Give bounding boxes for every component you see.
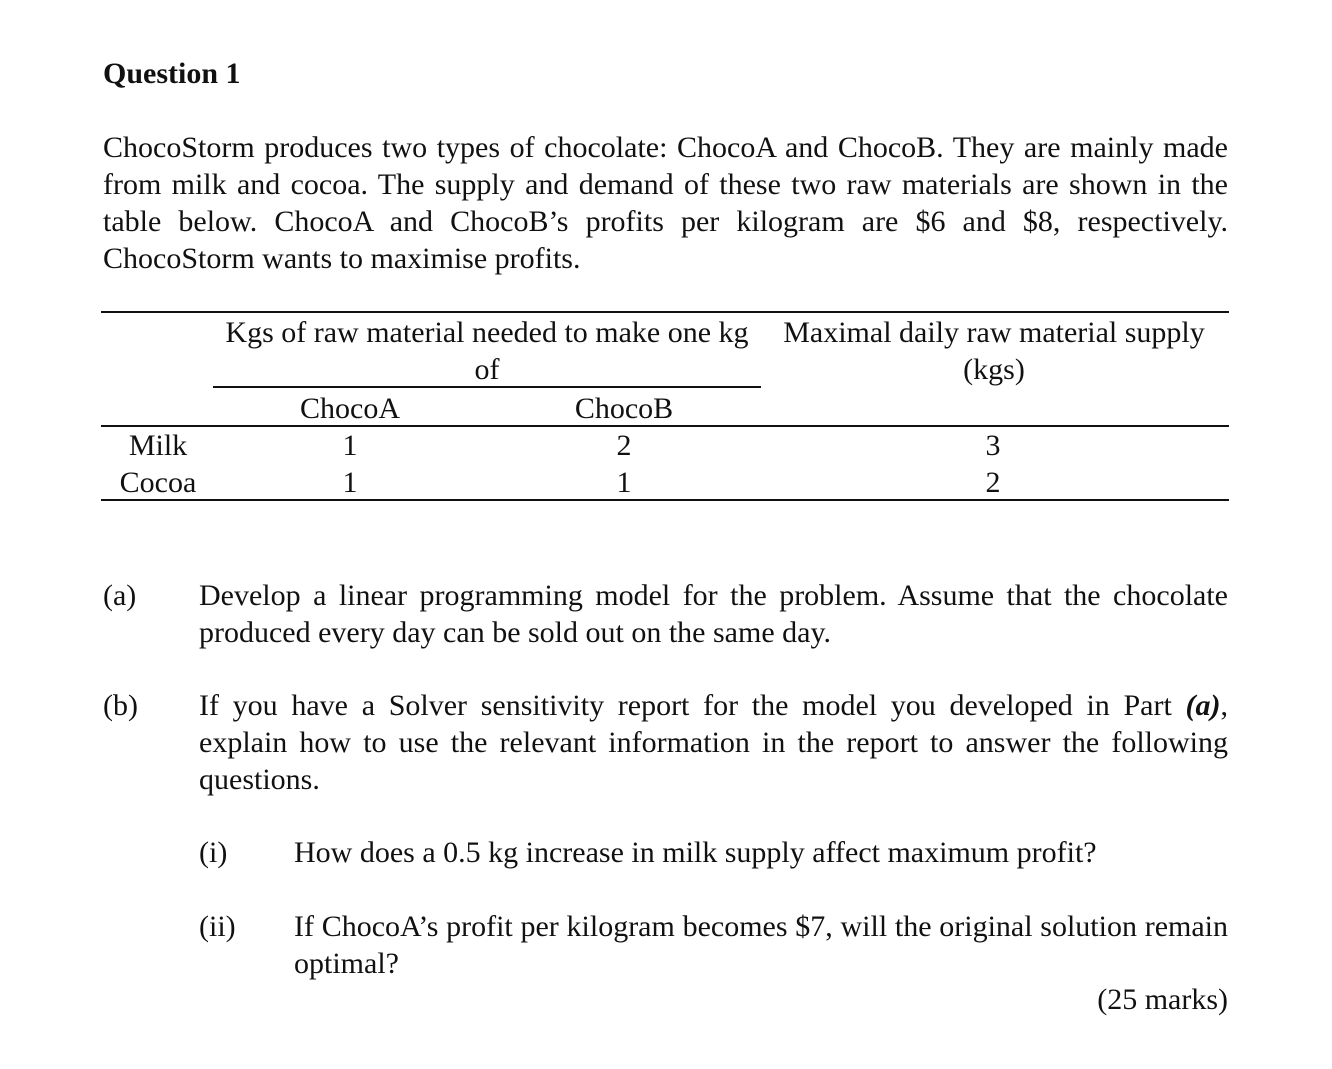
table-top-rule [101,311,1229,313]
part-b-text-after: , explain how to use the relevant information in the report to answer the following questions. [199,689,1228,796]
row-supply: 2 [985,466,1001,499]
table-bottom-rule [101,499,1229,501]
part-b-ii-text: If ChocoA’s profit per kilogram becomes $7, will the original solution remain optimal? [294,910,1228,980]
question-heading: Question 1 [103,57,241,90]
part-a-reference: (a) [1185,689,1221,722]
question-intro: ChocoStorm produces two types of chocolate: ChocoA and ChocoB. They are mainly made from milk and cocoa. The supply and demand of these two raw materials are shown in the table below. ChocoA and ChocoB’s profits per kilogram are $6 and $8, respectively. ChocoStorm wants to maximise profits. [103,131,1228,275]
row-material: Cocoa [119,466,197,499]
table-supply-header: Maximal daily raw material supply (kgs) [783,316,1205,386]
part-a-text: Develop a linear programming model for the problem. Assume that the chocolate produced every day can be sold out on the same day. [199,579,1228,649]
part-b-text-before: If you have a Solver sensitivity report for the model you developed in Part [199,689,1186,722]
row-choco-b: 1 [616,466,632,499]
row-choco-b: 2 [616,429,632,462]
row-choco-a: 1 [342,466,358,499]
part-b-ii-label: (ii) [199,910,236,943]
part-a-label: (a) [103,579,137,612]
table-col-choco-b: ChocoB [574,392,674,425]
total-marks: (25 marks) [1097,983,1228,1016]
part-b-i-label: (i) [199,836,228,869]
table-group-header: Kgs of raw material needed to make one kg of [225,316,749,386]
row-supply: 3 [985,429,1001,462]
row-choco-a: 1 [342,429,358,462]
part-b-i-text: How does a 0.5 kg increase in milk supply affect maximum profit? [294,836,1097,869]
table-group-rule [213,386,761,388]
part-b-text [199,687,1228,798]
part-b-label: (b) [103,689,138,722]
table-col-choco-a: ChocoA [300,392,400,425]
row-material: Milk [128,429,188,462]
